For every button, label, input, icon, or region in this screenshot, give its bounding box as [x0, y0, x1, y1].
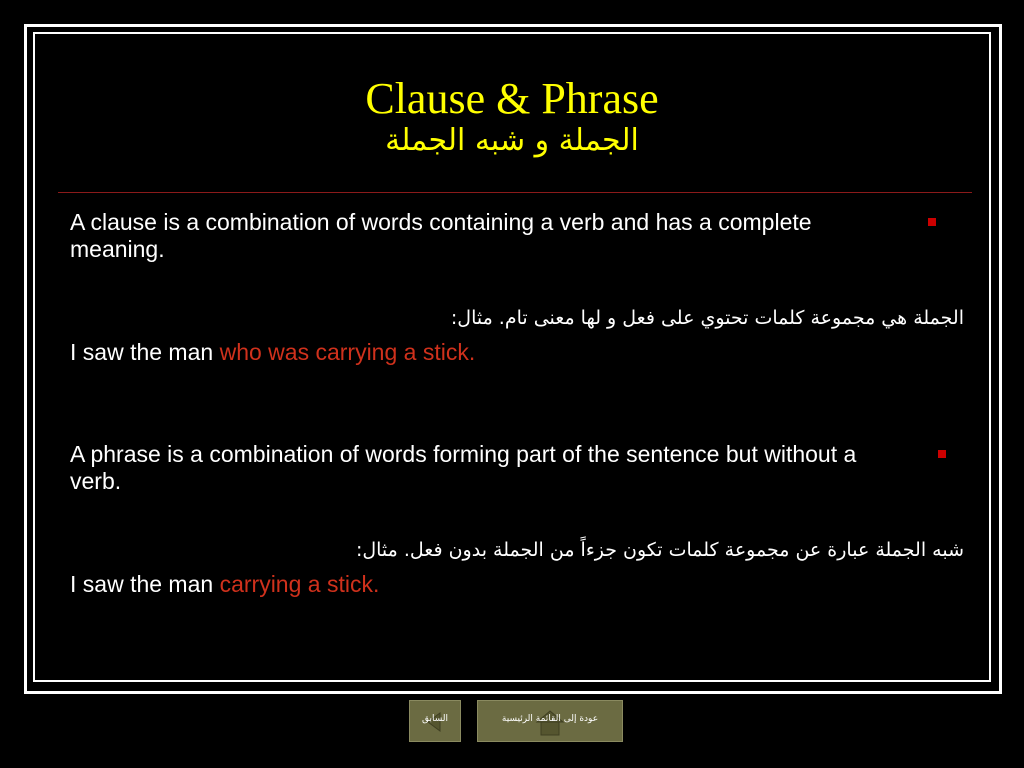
clause-example-highlight: who was carrying a stick. — [219, 339, 476, 365]
phrase-example — [70, 570, 379, 598]
bullet-icon — [938, 450, 946, 458]
slide-title-english: Clause & Phrase — [365, 74, 659, 123]
previous-button[interactable] — [409, 700, 461, 742]
slide-title-arabic: الجملة و شبه الجملة — [385, 123, 639, 158]
bullet-icon — [928, 218, 936, 226]
clause-definition-english: A clause is a combination of words containing a verb and has a complete meaning. — [70, 209, 812, 262]
main-menu-button[interactable] — [477, 700, 623, 742]
phrase-definition-arabic: شبه الجملة عبارة عن مجموعة كلمات تكون جزءاً من الجملة بدون فعل. مثال: — [355, 539, 964, 561]
clause-example-plain: I saw the man — [70, 339, 220, 365]
previous-button-label: السابق — [421, 714, 449, 724]
phrase-definition-english: A phrase is a combination of words forming part of the sentence but without a verb. — [70, 441, 857, 494]
phrase-example-highlight: carrying a stick. — [219, 571, 380, 597]
clause-definition-arabic: الجملة هي مجموعة كلمات تحتوي على فعل و لها معنى تام. مثال: — [450, 307, 964, 329]
clause-example — [70, 338, 475, 366]
title-divider — [58, 192, 972, 193]
main-menu-button-label: عودة إلى القائمة الرئيسية — [501, 714, 599, 724]
phrase-example-plain: I saw the man — [70, 571, 220, 597]
